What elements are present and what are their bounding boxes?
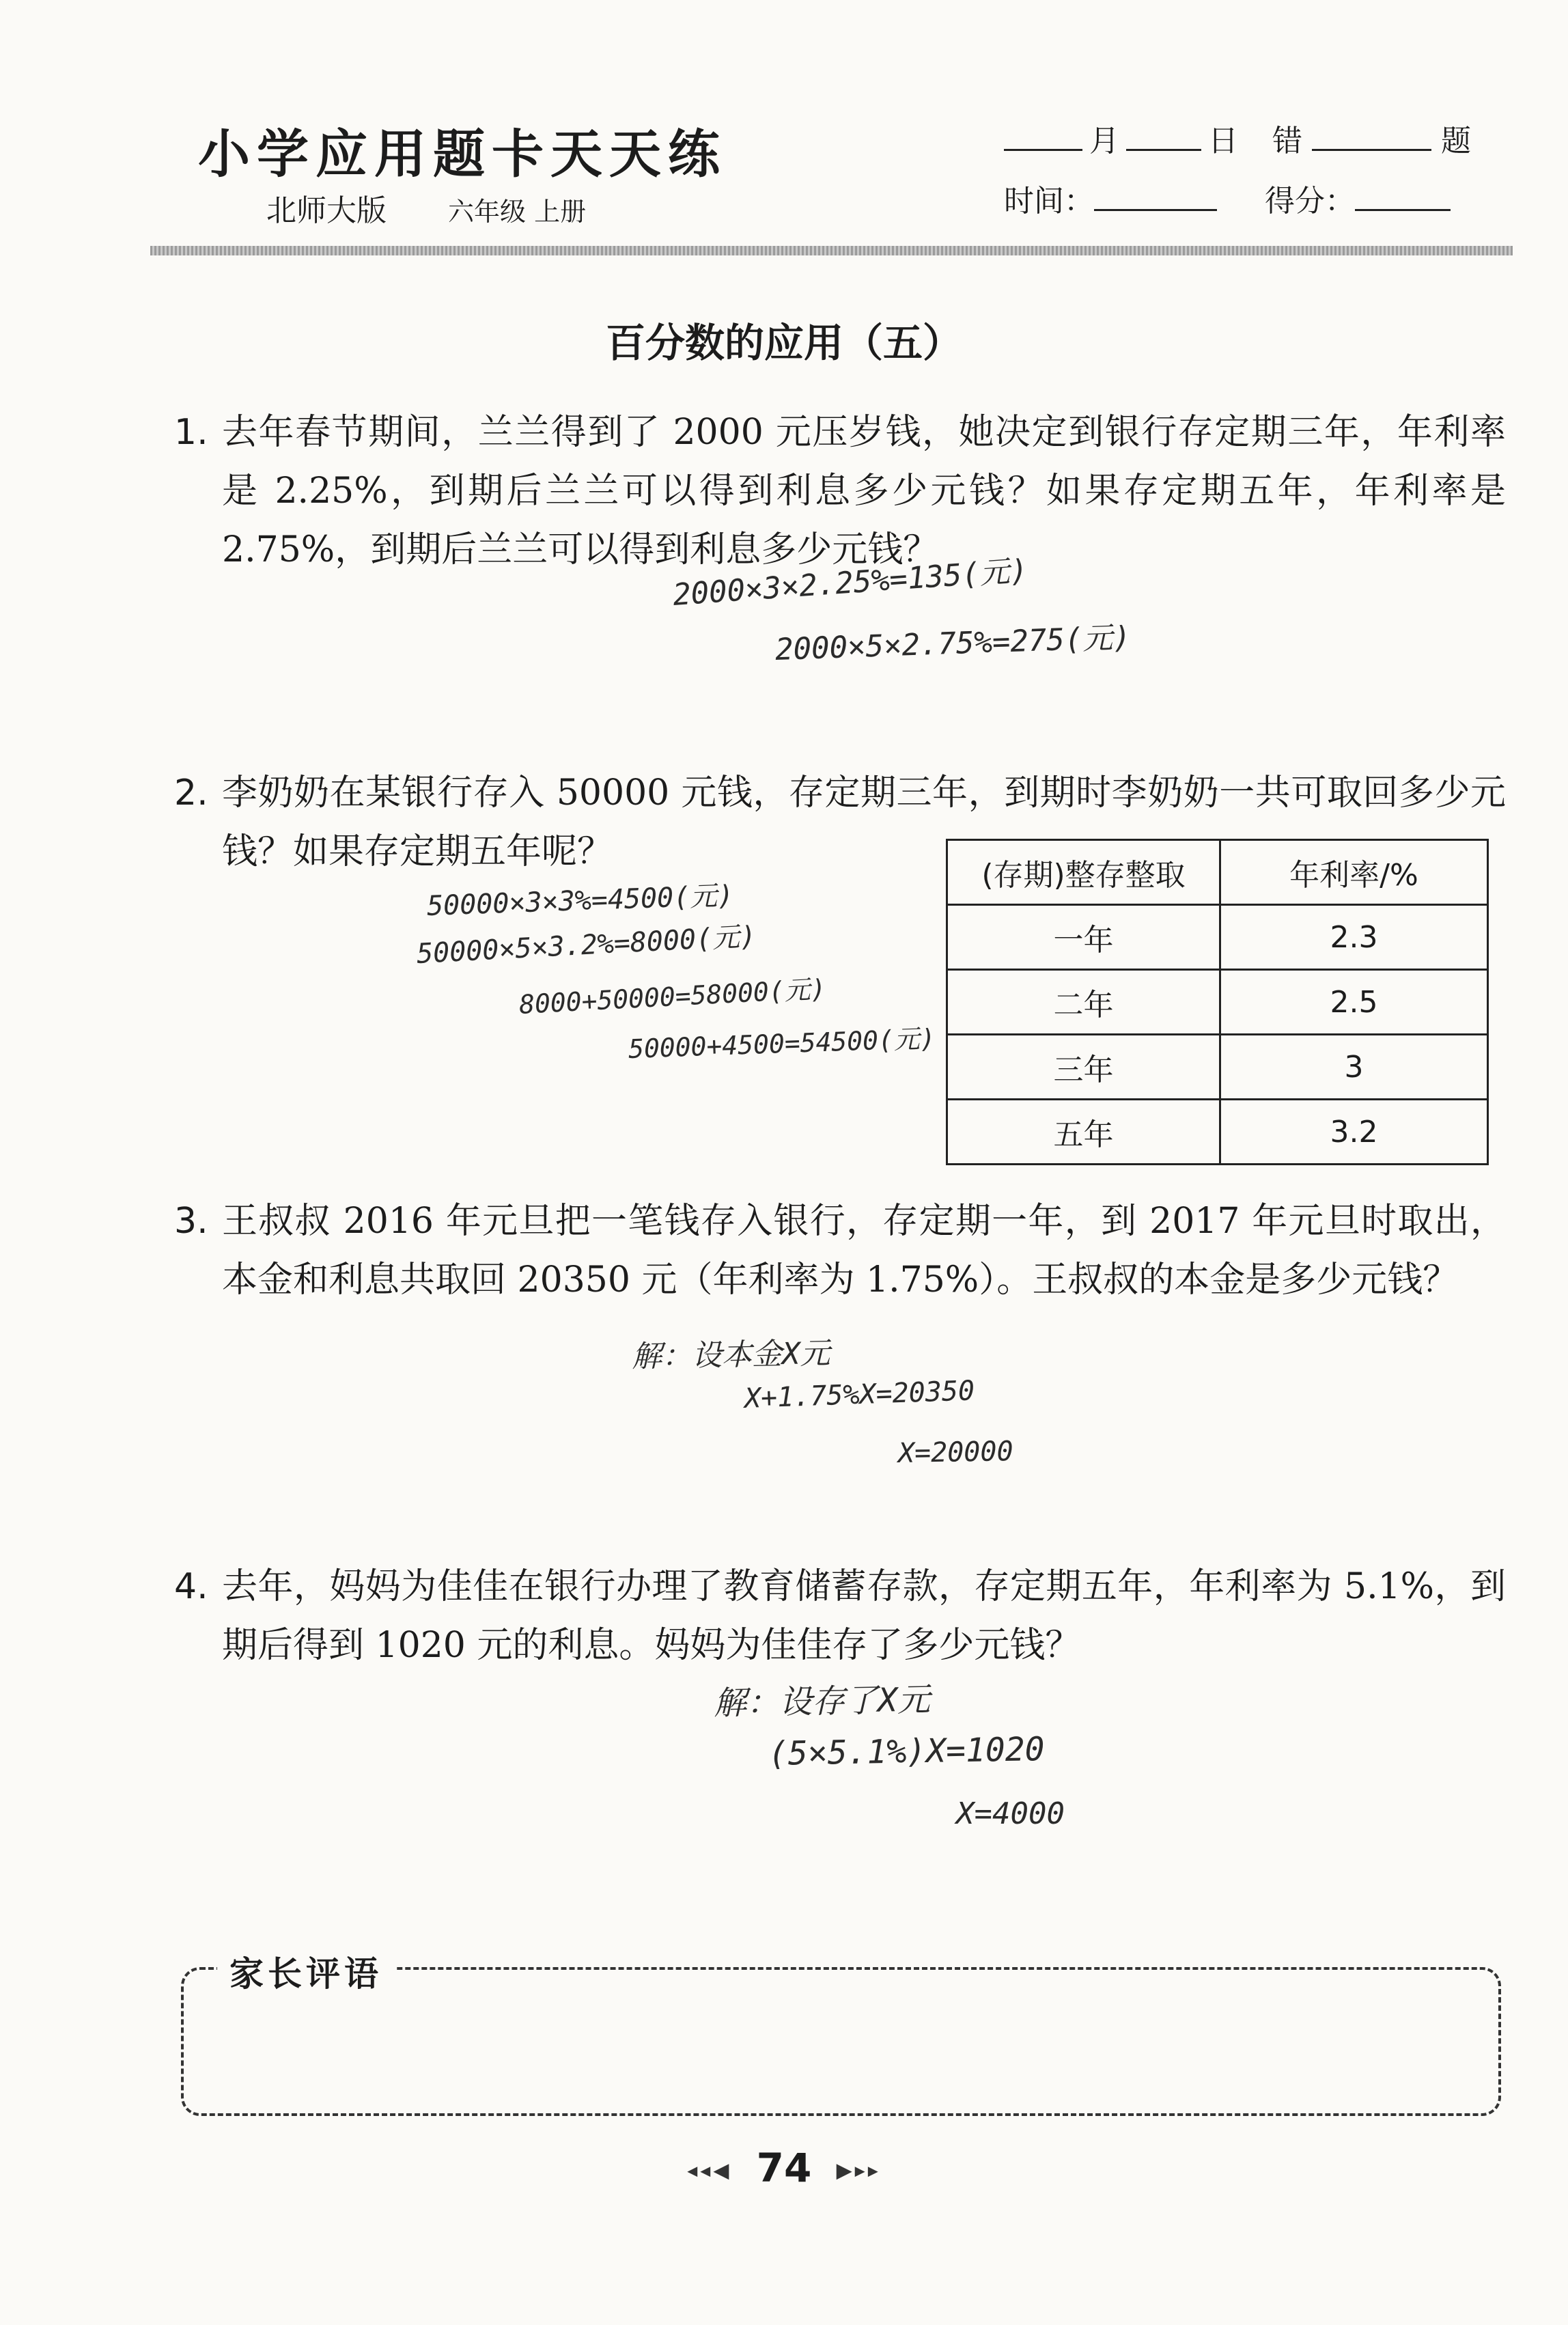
handwritten-answer-line: X=20000 [897, 1436, 1013, 1469]
errors-blank [1312, 119, 1431, 151]
date-error-row [1004, 116, 1471, 160]
problem-4 [174, 1557, 1506, 1675]
term-cell: 二年 [947, 970, 1220, 1035]
header-divider [150, 246, 1513, 255]
handwritten-answer-line: 50000×5×3.2%=8000(元) [415, 920, 757, 970]
problem-number: 1. [174, 412, 208, 453]
score-label: 得分： [1265, 184, 1355, 219]
problem-number: 4. [174, 1566, 208, 1607]
handwritten-answer-line: 解：设存了X元 [713, 1680, 931, 1723]
time-score-row [1004, 176, 1451, 220]
time-blank [1094, 179, 1217, 211]
rate-cell: 3.2 [1220, 1100, 1488, 1165]
errors-label: 错 [1272, 124, 1302, 158]
handwritten-answer-line: 2000×3×2.25%=135(元) [671, 553, 1029, 613]
grade-label: 六年级 上册 [448, 197, 587, 227]
term-cell: 一年 [947, 905, 1220, 970]
parent-comment-label: 家长评语 [217, 1947, 395, 1996]
table-row [947, 905, 1488, 970]
time-label: 时间： [1004, 184, 1094, 219]
problem-text: 王叔叔 2016 年元旦把一笔钱存入银行，存定期一年，到 2017 年元旦时取出，本金和利息共取回 20350 元（年利率为 1.75%）。王叔叔的本金是多少元钱？ [222, 1201, 1506, 1300]
edition-label: 北师大版 [266, 193, 387, 228]
term-cell: 五年 [947, 1100, 1220, 1165]
problem-1 [174, 403, 1506, 579]
workbook-title: 小学应用题卡天天练 [198, 124, 727, 184]
table-row [947, 1035, 1488, 1100]
table-row [947, 970, 1488, 1035]
problem-number: 3. [174, 1201, 208, 1242]
problem-text: 李奶奶在某银行存入 50000 元钱，存定期三年，到期时李奶奶一共可取回多少元钱？如果存定期五年呢？ [222, 772, 1506, 872]
table-header-cell: (存期)整存整取 [947, 840, 1220, 905]
problem-text: 去年，妈妈为佳佳在银行办理了教育储蓄存款，存定期五年，年利率为 5.1%，到期后得到 1020 元的利息。妈妈为佳佳存了多少元钱？ [222, 1566, 1506, 1666]
rate-cell: 3 [1220, 1035, 1488, 1100]
right-arrows-icon: ▶▸▸ [836, 2158, 881, 2183]
problem-text: 去年春节期间，兰兰得到了 2000 元压岁钱，她决定到银行存定期三年，年利率是 2.25%，到期后兰兰可以得到利息多少元钱？如果存定期五年，年利率是 2.75%，到期后兰兰可以得到利息多少元钱？ [222, 412, 1506, 570]
handwritten-answer-line: 解：设本金X元 [631, 1335, 830, 1374]
month-blank [1004, 119, 1082, 151]
table-header-cell: 年利率/% [1220, 840, 1488, 905]
day-label: 日 [1208, 124, 1238, 158]
interest-rate-table [946, 839, 1489, 1165]
score-blank [1355, 179, 1451, 211]
rate-cell: 2.5 [1220, 970, 1488, 1035]
rate-cell: 2.3 [1220, 905, 1488, 970]
handwritten-answer-line: X=4000 [956, 1796, 1065, 1831]
problem-3 [174, 1192, 1506, 1309]
handwritten-answer-line: (5×5.1%)X=1020 [768, 1729, 1046, 1773]
problem-number: 2. [174, 772, 208, 813]
day-blank [1126, 119, 1201, 151]
handwritten-answer-line: 50000+4500=54500(元) [628, 1023, 936, 1064]
table-row [947, 1100, 1488, 1165]
handwritten-answer-line: 50000×3×3%=4500(元) [426, 880, 735, 922]
handwritten-answer-line: 8000+50000=58000(元) [518, 973, 827, 1020]
left-arrows-icon: ◂◂◀ [687, 2158, 732, 2183]
term-cell: 三年 [947, 1035, 1220, 1100]
workbook-subtitle [266, 186, 586, 229]
handwritten-answer-line: 2000×5×2.75%=275(元) [774, 619, 1132, 667]
handwritten-answer-line: X+1.75%X=20350 [744, 1375, 975, 1415]
section-title: 百分数的应用（五） [605, 320, 962, 366]
month-label: 月 [1089, 124, 1119, 158]
page-number-text: 74 [756, 2145, 812, 2191]
table-header-row [947, 840, 1488, 905]
questions-label: 题 [1441, 124, 1471, 158]
page-number [0, 2145, 1568, 2191]
